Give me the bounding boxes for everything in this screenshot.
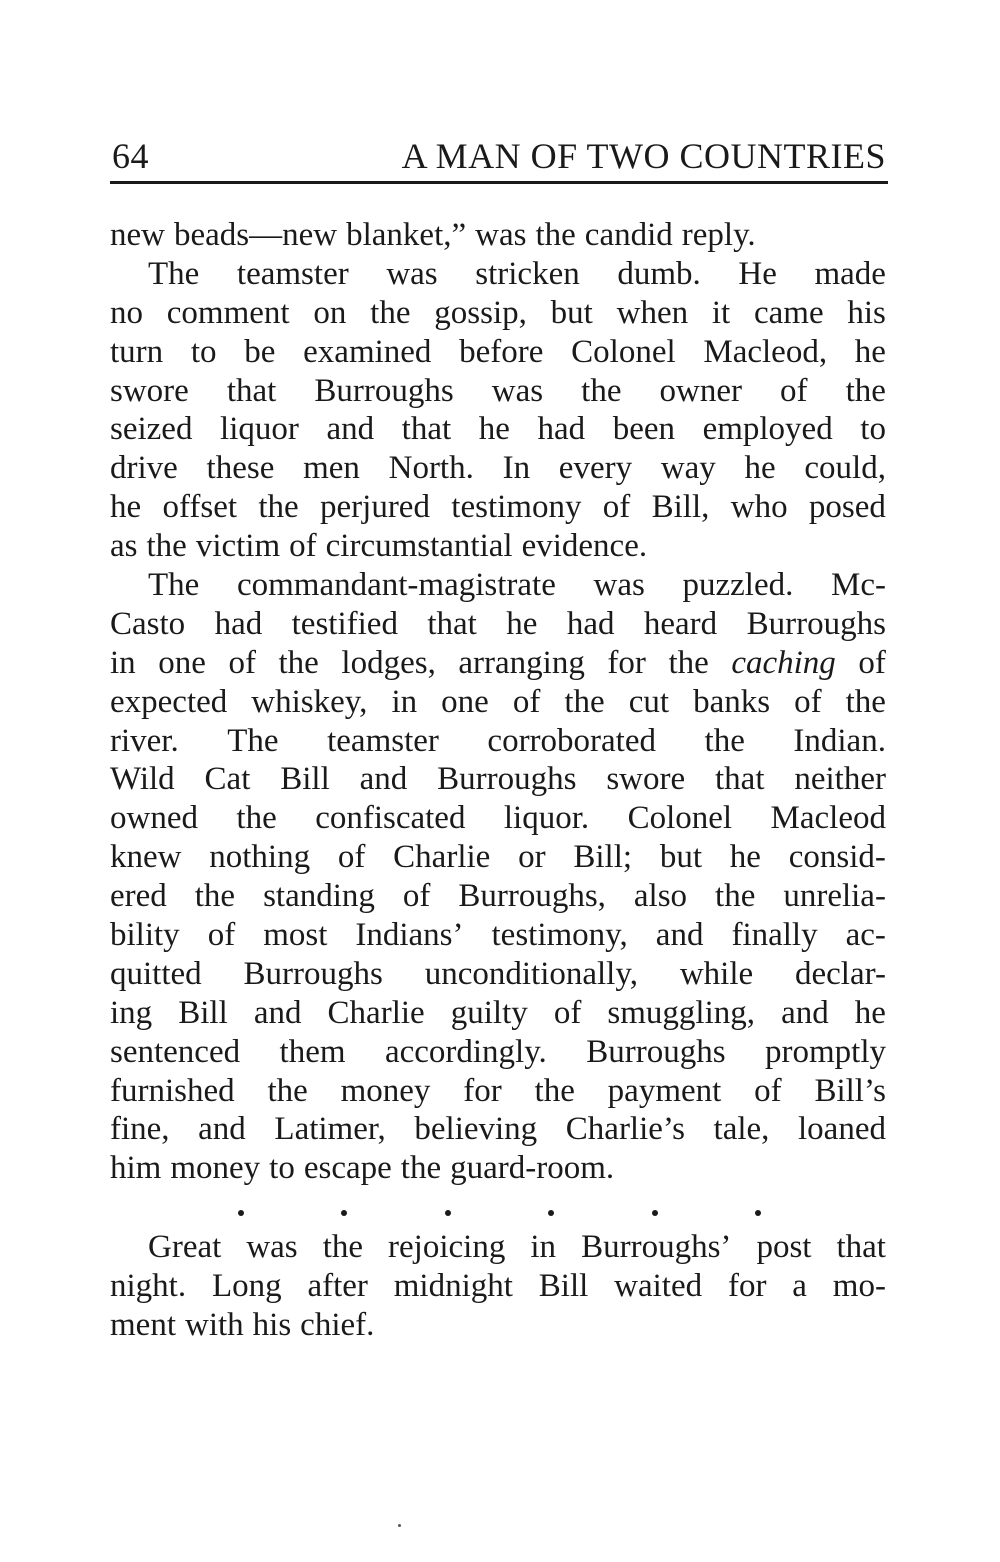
word: to	[860, 411, 886, 448]
word: could,	[804, 450, 886, 487]
word: made	[814, 255, 886, 292]
word: offset	[162, 489, 238, 526]
word: Macleod,	[703, 333, 828, 370]
word: in	[530, 1229, 557, 1266]
text-line	[110, 877, 886, 916]
word: the	[535, 217, 576, 253]
word: the	[564, 683, 605, 720]
word: on	[313, 294, 347, 331]
word: The	[148, 567, 200, 604]
word: Great	[148, 1229, 222, 1266]
word: payment	[607, 1072, 722, 1109]
word: be	[244, 333, 276, 370]
running-head	[110, 135, 886, 177]
word: of	[289, 528, 317, 565]
word: it	[711, 294, 731, 331]
word: one	[441, 683, 489, 720]
text-line	[110, 216, 886, 255]
word: owner	[659, 372, 742, 409]
word: guilty	[450, 994, 528, 1031]
word: and	[326, 411, 375, 448]
word: he	[506, 605, 538, 642]
word: Burroughs	[437, 761, 577, 798]
section-break-dot	[238, 1210, 244, 1216]
word: chief.	[300, 1307, 375, 1344]
word: post	[756, 1229, 812, 1266]
word: for	[607, 644, 646, 681]
text-line	[110, 372, 886, 411]
word: stricken	[475, 255, 580, 292]
word: after	[307, 1268, 368, 1305]
word: with	[184, 1307, 244, 1344]
italic-word: caching	[731, 644, 836, 681]
word: the	[715, 878, 756, 915]
word: mo-	[832, 1268, 886, 1305]
word: Colonel	[571, 333, 676, 370]
word: he	[729, 839, 761, 876]
text-line	[110, 566, 886, 605]
word: North.	[388, 450, 474, 487]
word: and	[655, 917, 704, 954]
word: most	[263, 917, 328, 954]
word: candid	[584, 217, 673, 253]
word: had	[537, 411, 586, 448]
word: liquor	[220, 411, 299, 448]
word: comment	[166, 294, 290, 331]
word: employed	[702, 411, 833, 448]
word: commandant-magistrate	[236, 567, 556, 604]
text-line	[110, 1149, 886, 1188]
word: these	[206, 450, 275, 487]
word: that	[226, 372, 277, 409]
word: escape	[303, 1150, 392, 1187]
text-line	[110, 644, 886, 683]
word: night.	[110, 1268, 187, 1305]
text-line	[110, 294, 886, 333]
word: loaned	[798, 1111, 886, 1148]
word: his	[252, 1307, 292, 1344]
text-line	[110, 760, 886, 799]
word: who	[730, 489, 788, 526]
book-title: A MAN OF TWO COUNTRIES	[401, 136, 886, 176]
word: Burroughs	[586, 1033, 726, 1070]
paragraph	[110, 1228, 886, 1345]
word: he	[744, 450, 776, 487]
word: the	[845, 683, 886, 720]
word: every	[558, 450, 633, 487]
text-line	[110, 1267, 886, 1306]
word: Bill	[280, 761, 330, 798]
text-line	[110, 838, 886, 877]
word: Macleod	[770, 800, 886, 837]
word: and	[198, 1111, 246, 1148]
word: Burroughs’	[581, 1229, 732, 1266]
word: he	[854, 994, 886, 1031]
word: heard	[643, 605, 718, 642]
word: Burroughs,	[458, 878, 606, 915]
word: of	[337, 839, 366, 876]
word: him	[110, 1150, 162, 1187]
word: of	[754, 1072, 782, 1109]
word: teamster	[236, 255, 349, 292]
section-break-dot	[652, 1210, 658, 1216]
word: and	[781, 994, 829, 1031]
text-line	[110, 1033, 886, 1072]
word: testified	[291, 605, 398, 642]
word: the	[146, 528, 187, 565]
word: Burroughs	[314, 372, 454, 409]
word: evidence.	[521, 528, 648, 565]
word: nothing	[209, 839, 311, 876]
word: declar-	[795, 955, 886, 992]
text-line	[110, 1072, 886, 1111]
paragraph	[110, 255, 886, 566]
word: Indians’	[355, 917, 464, 954]
text-line	[110, 605, 886, 644]
word: puzzled.	[682, 567, 794, 604]
word: Cat	[204, 761, 251, 798]
word: consid-	[788, 839, 886, 876]
body-text	[110, 216, 886, 1345]
word: turn	[110, 333, 164, 370]
text-line	[110, 488, 886, 527]
word: Charlie’s	[565, 1111, 685, 1148]
word: to	[269, 1150, 295, 1187]
word: The	[148, 255, 200, 292]
word: of	[602, 489, 631, 526]
word: Bill	[538, 1268, 589, 1305]
paragraph	[110, 566, 886, 1188]
word: smuggling,	[607, 994, 755, 1031]
word: beads—new	[173, 217, 338, 253]
word: corroborated	[487, 722, 656, 759]
word: victim	[195, 528, 281, 565]
word: been	[612, 411, 675, 448]
word: of	[402, 878, 431, 915]
word: that	[401, 411, 452, 448]
text-line	[110, 799, 886, 838]
text-line	[110, 527, 886, 566]
section-break-dot	[445, 1210, 451, 1216]
word: had	[566, 605, 615, 642]
word: had	[214, 605, 263, 642]
word: was	[593, 567, 645, 604]
word: Wild	[110, 761, 175, 798]
word: gossip,	[434, 294, 527, 331]
section-break-dot	[548, 1210, 554, 1216]
word: unconditionally,	[424, 955, 638, 992]
word: Long	[211, 1268, 282, 1305]
word: in	[110, 644, 136, 681]
word: no	[110, 294, 143, 331]
text-line	[110, 1228, 886, 1267]
text-line	[110, 333, 886, 372]
word: the	[668, 644, 709, 681]
word: Bill;	[573, 839, 633, 876]
word: ment	[110, 1307, 176, 1344]
text-line	[110, 683, 886, 722]
word: when	[616, 294, 689, 331]
word: in	[391, 683, 418, 720]
text-line	[110, 722, 886, 761]
word: the	[704, 722, 745, 759]
word: He	[738, 255, 777, 292]
word: the	[370, 294, 411, 331]
word: standing	[263, 878, 375, 915]
word: that	[836, 1229, 886, 1266]
word: for	[727, 1268, 767, 1305]
word: and	[359, 761, 408, 798]
word: sentenced	[110, 1033, 241, 1070]
section-break-dot	[341, 1210, 347, 1216]
word: Latimer,	[274, 1111, 386, 1148]
word: of	[794, 683, 822, 720]
word: Bill’s	[814, 1072, 886, 1109]
word: as	[110, 528, 138, 565]
word: swore	[606, 761, 686, 798]
word: the	[322, 1229, 364, 1266]
word: of	[207, 917, 236, 954]
word: cut	[628, 683, 670, 720]
word: way	[660, 450, 716, 487]
word: fine,	[110, 1111, 170, 1148]
word: posed	[808, 489, 886, 526]
word: Indian.	[793, 722, 886, 759]
word: unrelia-	[783, 878, 886, 915]
word: the	[258, 489, 299, 526]
word: the	[845, 372, 886, 409]
word: the	[278, 644, 319, 681]
word: blanket,”	[346, 217, 467, 253]
word: to	[190, 333, 217, 370]
word: midnight	[393, 1268, 513, 1305]
word: or	[518, 839, 546, 876]
word: neither	[794, 761, 886, 798]
word: Burroughs	[746, 605, 886, 642]
word: before	[459, 333, 544, 370]
text-line	[110, 410, 886, 449]
text-line	[110, 1110, 886, 1149]
word: swore	[110, 372, 189, 409]
word: seized	[110, 411, 193, 448]
stray-ink-mark	[398, 1524, 401, 1527]
word: Bill,	[651, 489, 710, 526]
word: knew	[110, 839, 182, 876]
word: furnished	[110, 1072, 235, 1109]
word: circumstantial	[325, 528, 513, 565]
word: quitted	[110, 955, 202, 992]
word: Colonel	[627, 800, 733, 837]
word: bility	[110, 917, 180, 954]
word: he	[110, 489, 142, 526]
text-line	[110, 255, 886, 294]
word: of	[858, 644, 886, 681]
word: ing	[110, 994, 153, 1031]
word: confiscated	[315, 800, 466, 837]
word: Casto	[110, 605, 186, 642]
word: he	[854, 333, 886, 370]
word: Charlie	[393, 839, 491, 876]
word: the	[400, 1150, 442, 1187]
word: river.	[110, 722, 179, 759]
word: ered	[110, 878, 167, 915]
word: was	[246, 1229, 298, 1266]
word: whiskey,	[251, 683, 368, 720]
word: was	[386, 255, 438, 292]
word: one	[158, 644, 206, 681]
word: the	[194, 878, 236, 915]
word: liquor.	[503, 800, 590, 837]
word: men	[303, 450, 360, 487]
word: expected	[110, 683, 228, 720]
word: the	[267, 1072, 308, 1109]
header-rule	[110, 181, 888, 184]
word: a	[792, 1268, 807, 1305]
word: accordingly.	[384, 1033, 547, 1070]
paragraph	[110, 216, 886, 255]
word: he	[478, 411, 510, 448]
word: Mc-	[831, 567, 886, 604]
book-page	[110, 135, 886, 1345]
word: testimony,	[491, 917, 628, 954]
word: while	[679, 955, 754, 992]
word: Charlie	[327, 994, 425, 1031]
page-number: 64	[112, 136, 149, 176]
section-break-dot	[755, 1210, 761, 1216]
word: lodges,	[341, 644, 436, 681]
word: The	[227, 722, 279, 759]
word: believing	[414, 1111, 538, 1148]
word: of	[228, 644, 256, 681]
word: for	[463, 1072, 502, 1109]
word: Burroughs	[243, 955, 383, 992]
word: rejoicing	[388, 1229, 506, 1266]
word: reply.	[681, 217, 756, 253]
word: the	[534, 1072, 575, 1109]
word: promptly	[765, 1033, 886, 1070]
word: that	[427, 605, 477, 642]
word: was	[491, 372, 544, 409]
word: was	[475, 217, 527, 253]
word: new	[110, 217, 165, 253]
word: ac-	[845, 917, 886, 954]
word: dumb.	[617, 255, 701, 292]
word: banks	[693, 683, 771, 720]
section-break	[110, 1190, 886, 1228]
word: also	[633, 878, 688, 915]
word: but	[550, 294, 593, 331]
word: and	[253, 994, 302, 1031]
word: teamster	[327, 722, 439, 759]
word: owned	[110, 800, 198, 837]
word: examined	[303, 333, 432, 370]
text-line	[110, 994, 886, 1033]
word: the	[581, 372, 622, 409]
text-line	[110, 1306, 886, 1345]
word: them	[279, 1033, 346, 1070]
word: arranging	[458, 644, 585, 681]
word: of	[512, 683, 541, 720]
word: of	[780, 372, 808, 409]
word: came	[754, 294, 824, 331]
word: drive	[110, 450, 178, 487]
word: waited	[614, 1268, 703, 1305]
text-line	[110, 449, 886, 488]
word: Bill	[178, 994, 228, 1031]
word: but	[659, 839, 703, 876]
word: that	[715, 761, 765, 798]
word: of	[553, 994, 582, 1031]
word: money	[170, 1150, 261, 1187]
text-line	[110, 955, 886, 994]
word: In	[502, 450, 531, 487]
text-line	[110, 916, 886, 955]
word: the	[236, 800, 277, 837]
word: his	[847, 294, 886, 331]
word: tale,	[713, 1111, 770, 1148]
word: finally	[731, 917, 818, 954]
word: money	[340, 1072, 431, 1109]
word: perjured	[320, 489, 430, 526]
word: guard-room.	[450, 1150, 615, 1187]
word: testimony	[451, 489, 582, 526]
